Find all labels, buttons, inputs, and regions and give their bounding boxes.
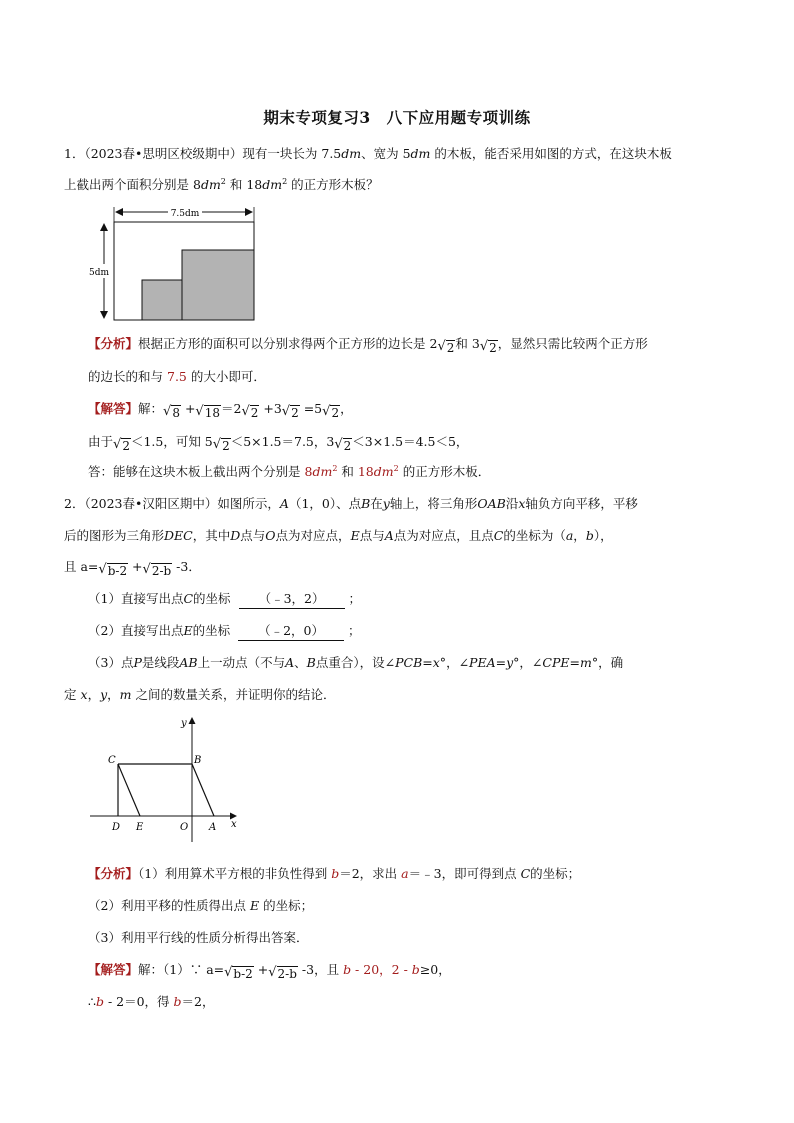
- q2-solution-tag: 【解答】: [88, 962, 139, 977]
- small-square: [142, 280, 182, 320]
- q2-part-2: （2）直接写出点E的坐标 （﹣2，0） ；: [88, 622, 361, 641]
- point-d-label: D: [112, 822, 121, 833]
- q1-line-2: 上截出两个面积分别是 $8dm^2$ 和 $18dm^2$ 的正方形木板？: [64, 176, 379, 192]
- q1-analysis-line-1: 【分析】根据正方形的面积可以分别求得两个正方形的边长是 2 √ 2 和 3 √ 2 ，显然只需比较两个正方形: [88, 336, 648, 355]
- q1-board-figure: [86, 202, 258, 328]
- q1-analysis-line-2: 的边长的和与 7.5 的大小即可．: [88, 369, 266, 384]
- q1-solution-line-2: 由于 √ 2 ＜1.5，可知 5 √ 2 ＜5×1.5＝7.5，3 √ 2 ＜3×1.5＝4.5＜5，: [88, 434, 469, 453]
- q2-part-1: （1）直接写出点C的坐标 （﹣3，2） ；: [88, 590, 361, 609]
- q2-part-3-line-2: 定 x，y，m 之间的数量关系，并证明你的结论．: [64, 687, 336, 702]
- q2-coordinate-figure: [88, 714, 250, 844]
- y-axis-label: y: [181, 718, 187, 729]
- width-label: 7.5dm: [170, 209, 200, 219]
- point-o-label: O: [180, 822, 189, 833]
- height-label: 5dm: [88, 268, 110, 278]
- q1-number: 1．: [64, 146, 85, 161]
- q2-number: 2．: [64, 496, 85, 511]
- q2-line-3: 且 a= √ b-2 + √ 2-b -3．: [64, 559, 201, 578]
- q2-solution-line-1: 【解答】解：（1）∵ a= √ b-2 + √ 2-b -3，且 b - 20，2 - b≥0，: [88, 962, 451, 981]
- q1-line-1: 1．（2023春•思明区校级期中）现有一块长为 7.5dm、宽为 5dm 的木板，能否采用如图的方式，在这块木板: [64, 146, 672, 161]
- q2-part-3-line-1: （3）点P是线段AB上一动点（不与A、B点重合），设∠PCB=x°，∠PEA=y°，∠CPE=m°，确: [88, 655, 624, 670]
- segment-ba: [192, 764, 214, 816]
- page-title: 期末专项复习3 八下应用题专项训练: [263, 108, 531, 127]
- point-a-label: A: [209, 822, 217, 833]
- q2-line-1: 2．（2023春•汉阳区期中）如图所示，A（1，0）、点B在y轴上，将三角形OAB沿x轴负方向平移，平移: [64, 496, 638, 511]
- point-e-label: E: [136, 822, 144, 833]
- q2-analysis-line-3: （3）利用平行线的性质分析得出答案．: [88, 930, 309, 945]
- q1-solution-line-1: 【解答】解： √ 8 + √ 18 ＝2 √ 2 +3 √ 2 =5 √ 2 ，: [88, 401, 353, 420]
- q2-analysis-line-1: 【分析】（1）利用算术平方根的非负性得到 b＝2，求出 a＝﹣3，即可得到点 C的坐标；: [88, 866, 581, 881]
- q1-solution-tag: 【解答】: [88, 401, 139, 416]
- q2-analysis-line-2: （2）利用平移的性质得出点 E 的坐标；: [88, 898, 314, 913]
- point-b-label: B: [194, 755, 202, 766]
- large-square: [182, 250, 254, 320]
- point-c-label: C: [108, 755, 116, 766]
- q1-source: （2023春•思明区校级期中）: [84, 146, 243, 161]
- segment-ce: [118, 764, 140, 816]
- q1-answer-line: 答：能够在这块木板上截出两个分别是 $8dm^2$ 和 $18dm^2$ 的正方形木板．: [88, 463, 491, 479]
- q2-solution-line-2: ∴b - 2＝0，得 b＝2，: [88, 994, 215, 1009]
- q2-source: （2023春•汉阳区期中）: [84, 496, 218, 511]
- x-axis-label: x: [231, 819, 237, 830]
- q2-part-2-answer: （﹣2，0）: [238, 622, 344, 641]
- q2-line-2: 后的图形为三角形DEC，其中D点与O点为对应点，E点与A点为对应点，且点C的坐标为（a，b），: [64, 528, 613, 543]
- q2-part-1-answer: （﹣3，2）: [239, 590, 345, 609]
- q2-analysis-tag: 【分析】: [88, 866, 139, 881]
- q1-analysis-tag: 【分析】: [88, 336, 139, 351]
